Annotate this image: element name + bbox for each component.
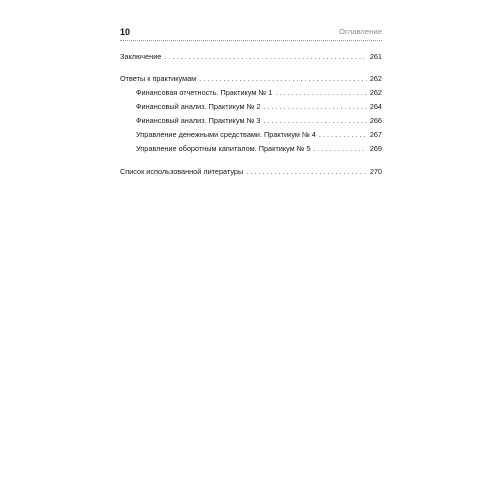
toc-entry-page: 264 xyxy=(369,102,382,111)
toc-entry-label: Финансовая отчетность. Практикум № 1 xyxy=(136,88,273,97)
toc-entry-page: 267 xyxy=(369,130,382,139)
toc-spacer xyxy=(120,158,382,167)
toc-spacer xyxy=(120,66,382,74)
table-of-contents xyxy=(120,52,382,181)
toc-entry-page: 269 xyxy=(369,144,382,153)
toc-entry-practicum-2 xyxy=(120,102,382,116)
page-number: 10 xyxy=(120,27,131,37)
dot-leader xyxy=(314,144,367,154)
toc-entry-page: 262 xyxy=(369,88,382,97)
toc-entry-label: Управление оборотным капиталом. Практикум № 5 xyxy=(136,144,311,153)
toc-entry-practicum-4 xyxy=(120,130,382,144)
toc-entry-label: Финансовый анализ. Практикум № 3 xyxy=(136,116,261,125)
toc-entry-label: Финансовый анализ. Практикум № 2 xyxy=(136,102,261,111)
toc-entry-page: 262 xyxy=(369,74,382,83)
dot-leader xyxy=(275,88,366,98)
dot-leader xyxy=(319,130,367,140)
toc-entry-practicum-5 xyxy=(120,144,382,158)
toc-entry-answers xyxy=(120,74,382,88)
dot-leader xyxy=(246,167,367,177)
dot-leader xyxy=(164,52,366,62)
dot-leader xyxy=(264,116,367,126)
toc-entry-practicum-1 xyxy=(120,88,382,102)
running-section-title: Оглавление xyxy=(339,27,382,36)
toc-entry-conclusion xyxy=(120,52,382,66)
toc-entry-label: Список использованной литературы xyxy=(120,167,244,176)
toc-entry-practicum-3 xyxy=(120,116,382,130)
toc-entry-label: Заключение xyxy=(120,52,162,61)
toc-entry-bibliography xyxy=(120,167,382,181)
toc-entry-page: 266 xyxy=(369,116,382,125)
dot-leader xyxy=(199,74,367,84)
toc-entry-page: 261 xyxy=(369,52,382,61)
toc-entry-label: Ответы к практикумам xyxy=(120,74,197,83)
dot-leader xyxy=(264,102,367,112)
toc-entry-label: Управление денежными средствами. Практикум № 4 xyxy=(136,130,316,139)
toc-entry-page: 270 xyxy=(369,167,382,176)
running-header xyxy=(120,26,382,41)
